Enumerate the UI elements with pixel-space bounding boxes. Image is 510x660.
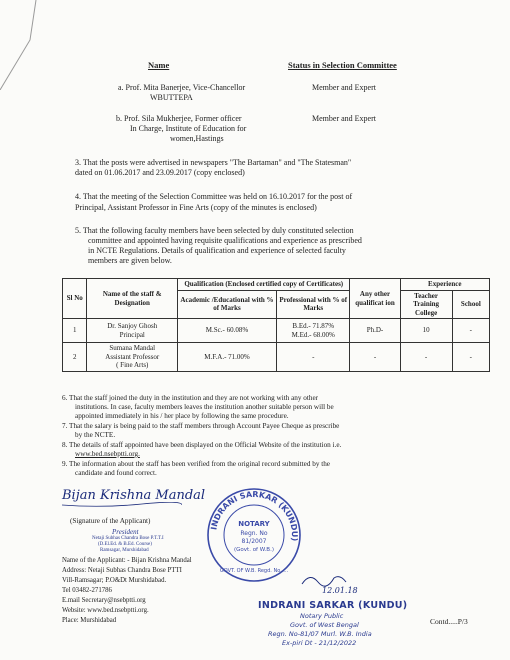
para-3-line-2: dated on 01.06.2017 and 23.09.2017 (copy enclosed) (75, 168, 245, 177)
cell-school: - (452, 343, 489, 372)
cell-teacher: 10 (400, 319, 452, 343)
applicant-signature: Bijan Krishna Mandal (62, 488, 206, 503)
table-row (63, 343, 490, 372)
notary-stamp-govt: Govt. of West Bengal (290, 621, 359, 629)
cell-academic: M.F.A.- 71.00% (177, 343, 276, 372)
applicant-place: Place: Murshidabad (62, 617, 117, 624)
website-link[interactable]: www.bed.nsebptti.org. (75, 450, 140, 458)
cell-teacher: - (400, 343, 452, 372)
notary-stamp-regn: Regn. No-81/07 Murl. W.B. India (268, 630, 372, 638)
col-other: Any other qualificat ion (350, 279, 400, 319)
col-name: Name of the staff & Designation (87, 279, 178, 319)
col-professional: Professional with % of Marks (277, 290, 350, 319)
member-b-status: Member and Expert (312, 114, 376, 123)
notary-stamp-name: INDRANI SARKAR (KUNDU) (258, 600, 408, 611)
applicant-village: Vill-Ramsagar; P.O&Dt Murshidabad. (62, 577, 167, 584)
col-teacher-training: Teacher Training College (400, 290, 452, 319)
signature-caption: (Signature of the Applicant) (70, 517, 151, 525)
table-row (63, 319, 490, 343)
cell-name: Dr. Sanjoy Ghosh Principal (87, 319, 178, 343)
signature-underline (62, 502, 182, 508)
col-academic: Academic /Educational with % of Marks (177, 290, 276, 319)
continued-note: Contd.....P/3 (430, 617, 468, 626)
para-6-line-2: institutions. In case, faculty members leaves the institution another suitable person will be (75, 403, 334, 411)
notary-seal-govt: (Govt. of W.B.) (234, 547, 274, 553)
para-4-line-2: Principal, Assistant Professor in Fine Arts (copy of the minutes is enclosed) (75, 203, 317, 212)
para-5-line-3: in NCTE Regulations. Details of qualification and experience of selected faculty (88, 246, 346, 255)
cell-school: - (452, 319, 489, 343)
para-5-line-1: 5. That the following faculty members have been selected by duly constituted selection (75, 226, 354, 235)
col-experience: Experience (400, 279, 489, 291)
member-a-status: Member and Expert (312, 83, 376, 92)
para-7-line-2: by the NCTE. (75, 431, 116, 439)
cell-academic: M.Sc.- 60.08% (177, 319, 276, 343)
col-sl: Sl No (63, 279, 87, 319)
member-b-affiliation: In Charge, Institute of Education for (130, 124, 247, 133)
cell-sl: 2 (63, 343, 87, 372)
president-seal-line-4: Ramsagar, Murshidabad (100, 548, 149, 553)
para-4-line-1: 4. That the meeting of the Selection Committee was held on 16.10.2017 for the post of (75, 192, 353, 201)
para-8-line-1: 8. The details of staff appointed have been displayed on the Official Website of the institution i.e. (62, 441, 342, 449)
member-a-name: a. Prof. Mita Banerjee, Vice-Chancellor (118, 83, 246, 92)
applicant-name: Name of the Applicant: - Bijan Krishna Mandal (62, 557, 192, 564)
faculty-table (62, 278, 490, 372)
applicant-email: E.mail Secretary@nsebptti.org (62, 597, 146, 604)
applicant-telephone: Tel 03482-271786 (62, 587, 112, 594)
para-6-line-3: appointed immediately in his / her place by following the same procedure. (75, 412, 289, 420)
page-fold-mark (0, 0, 40, 90)
notary-seal-ring-text: INDRANI SARKAR (KUNDU) (209, 489, 300, 542)
para-3-line-1: 3. That the posts were advertised in newspapers "The Bartaman" and "The Statesman" (75, 158, 352, 167)
applicant-website: Website: www.bed.nsebptti.org. (62, 607, 149, 614)
para-5-line-2: committee and appointed having requisite qualifications and experience as prescribed (88, 236, 362, 245)
notary-seal-regn: Regn. No (240, 530, 268, 537)
applicant-address: Address: Netaji Subhas Chandra Bose PTTI (62, 567, 182, 574)
president-seal-line-3: (D.El.Ed. & B.Ed. Course) (98, 542, 152, 547)
cell-other: Ph.D- (350, 319, 400, 343)
president-seal-line-2: Netaji Subhas Chandra Bose P.T.T.I (92, 536, 164, 541)
para-5-line-4: members are given below. (88, 256, 172, 265)
committee-status-header: Status in Selection Committee (288, 60, 397, 70)
cell-other: - (350, 343, 400, 372)
notary-round-seal (205, 486, 303, 584)
committee-name-header: Name (148, 60, 170, 70)
para-9-line-1: 9. The information about the staff has been verified from the original record submitted by the (62, 460, 330, 468)
member-a-affiliation: WBUTTEPA (150, 93, 193, 102)
member-b-name: b. Prof. Sila Mukherjee, Former officer (116, 114, 242, 123)
para-9-line-2: candidate and found correct. (75, 469, 157, 477)
member-b-affiliation-2: women,Hastings (170, 134, 224, 143)
col-school: School (452, 290, 489, 319)
notary-seal-number: 81/2007 (241, 538, 267, 545)
cell-name: Sumana Mandal Assistant Professor ( Fine Arts) (87, 343, 178, 372)
col-qualification: Qualification (Enclosed certified copy of Certificates) (177, 279, 349, 291)
cell-professional: - (277, 343, 350, 372)
notary-stamp-title: Notary Public (300, 612, 344, 620)
notary-stamp-expiry: Ex-piri Dt - 21/12/2022 (282, 639, 357, 647)
notary-seal-title: NOTARY (238, 520, 270, 528)
para-6-line-1: 6. That the staff joined the duty in the institution and they are not working with any other (62, 394, 319, 402)
para-7-line-1: 7. That the salary is being paid to the staff members through Account Payee Cheque as prescribe (62, 422, 340, 430)
president-seal-title: President (112, 528, 139, 536)
notary-signed-date: 12.01.18 (322, 586, 358, 595)
notary-seal-bottom: GOVT. OF W.B. Regd. No. ... (219, 568, 289, 574)
cell-professional: B.Ed.- 71.87% M.Ed.- 68.00% (277, 319, 350, 343)
cell-sl: 1 (63, 319, 87, 343)
